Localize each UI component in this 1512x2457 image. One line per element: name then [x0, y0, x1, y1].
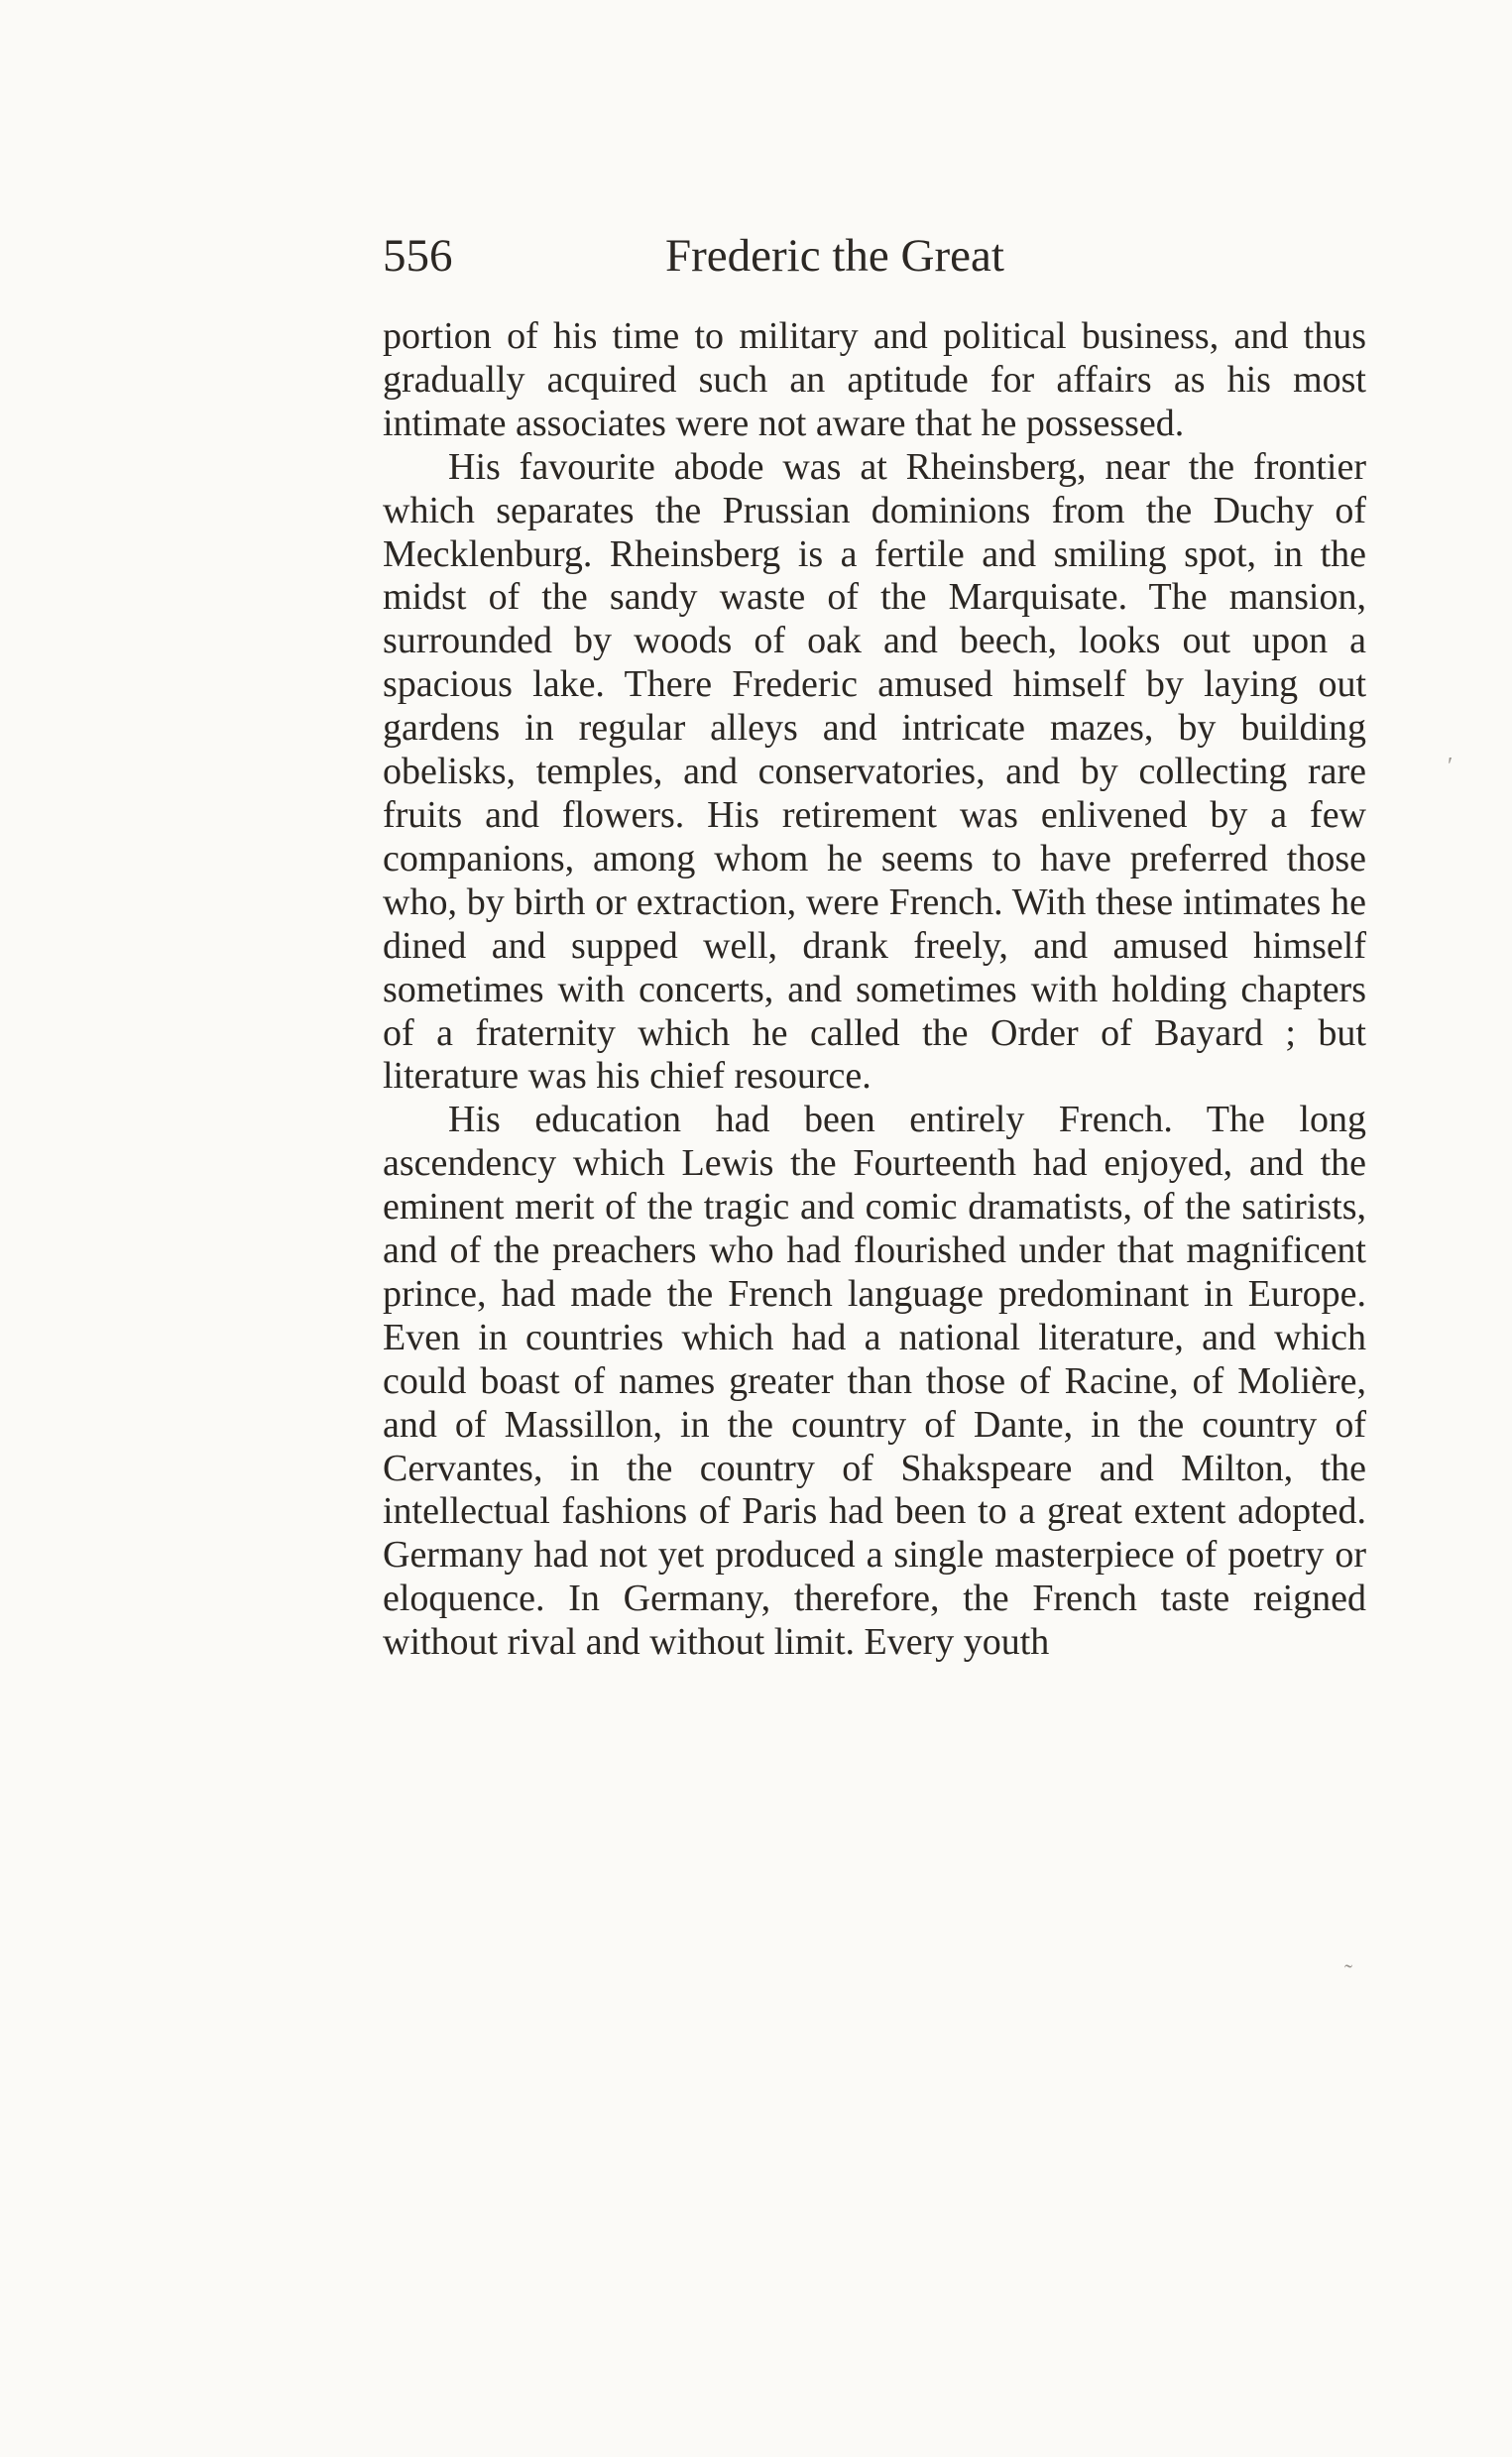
paragraph-education: His education had been entirely French. The long ascendency which Lewis the Fourteenth had enjoyed, and the eminent merit of the tragic and comic dramatists, of the satirists, and of the preachers who had flourished under that magnificent prince, had made the French language predominant in Europe. Even in countries which had a national literature, and which could boast of names greater than those of Racine, of Molière, and of Massillon, in the country of Dante, in the country of Cervantes, in the country of Shakspeare and Milton, the intellectual fashions of Paris had been to a great extent adopted. Germany had not yet produced a single masterpiece of poetry or eloquence. In Germany, therefore, the French taste reigned without rival and without limit. Every youth: [383, 1099, 1366, 1664]
body-text: [383, 315, 1366, 1665]
paragraph-continuation: portion of his time to military and political business, and thus gradually acquired such an aptitude for affairs as his most intimate associates were not aware that he possessed.: [383, 315, 1366, 444]
stray-mark: ′: [1448, 754, 1454, 779]
stray-mark: ˷: [1344, 1943, 1352, 1969]
running-head: [383, 226, 1077, 286]
paragraph-rheinsberg: His favourite abode was at Rheinsberg, near the frontier which separates the Prussian dominions from the Duchy of Mecklenburg. Rheinsberg is a fertile and smiling spot, in the midst of the sandy waste of the Marquisate. The mansion, surrounded by woods of oak and beech, looks out upon a spacious lake. There Frederic amused himself by laying out gardens in regular alleys and intricate mazes, by building obelisks, temples, and conservatories, and by collecting rare fruits and flowers. His retirement was enlivened by a few companions, among whom he seems to have preferred those who, by birth or extraction, were French. With these intimates he dined and supped well, drank freely, and amused himself sometimes with concerts, and sometimes with holding chapters of a fraternity which he called the Order of Bayard ; but literature was his chief resource.: [383, 445, 1366, 1098]
page-number: 556: [383, 230, 453, 282]
running-title: Frederic the Great: [665, 230, 1004, 282]
